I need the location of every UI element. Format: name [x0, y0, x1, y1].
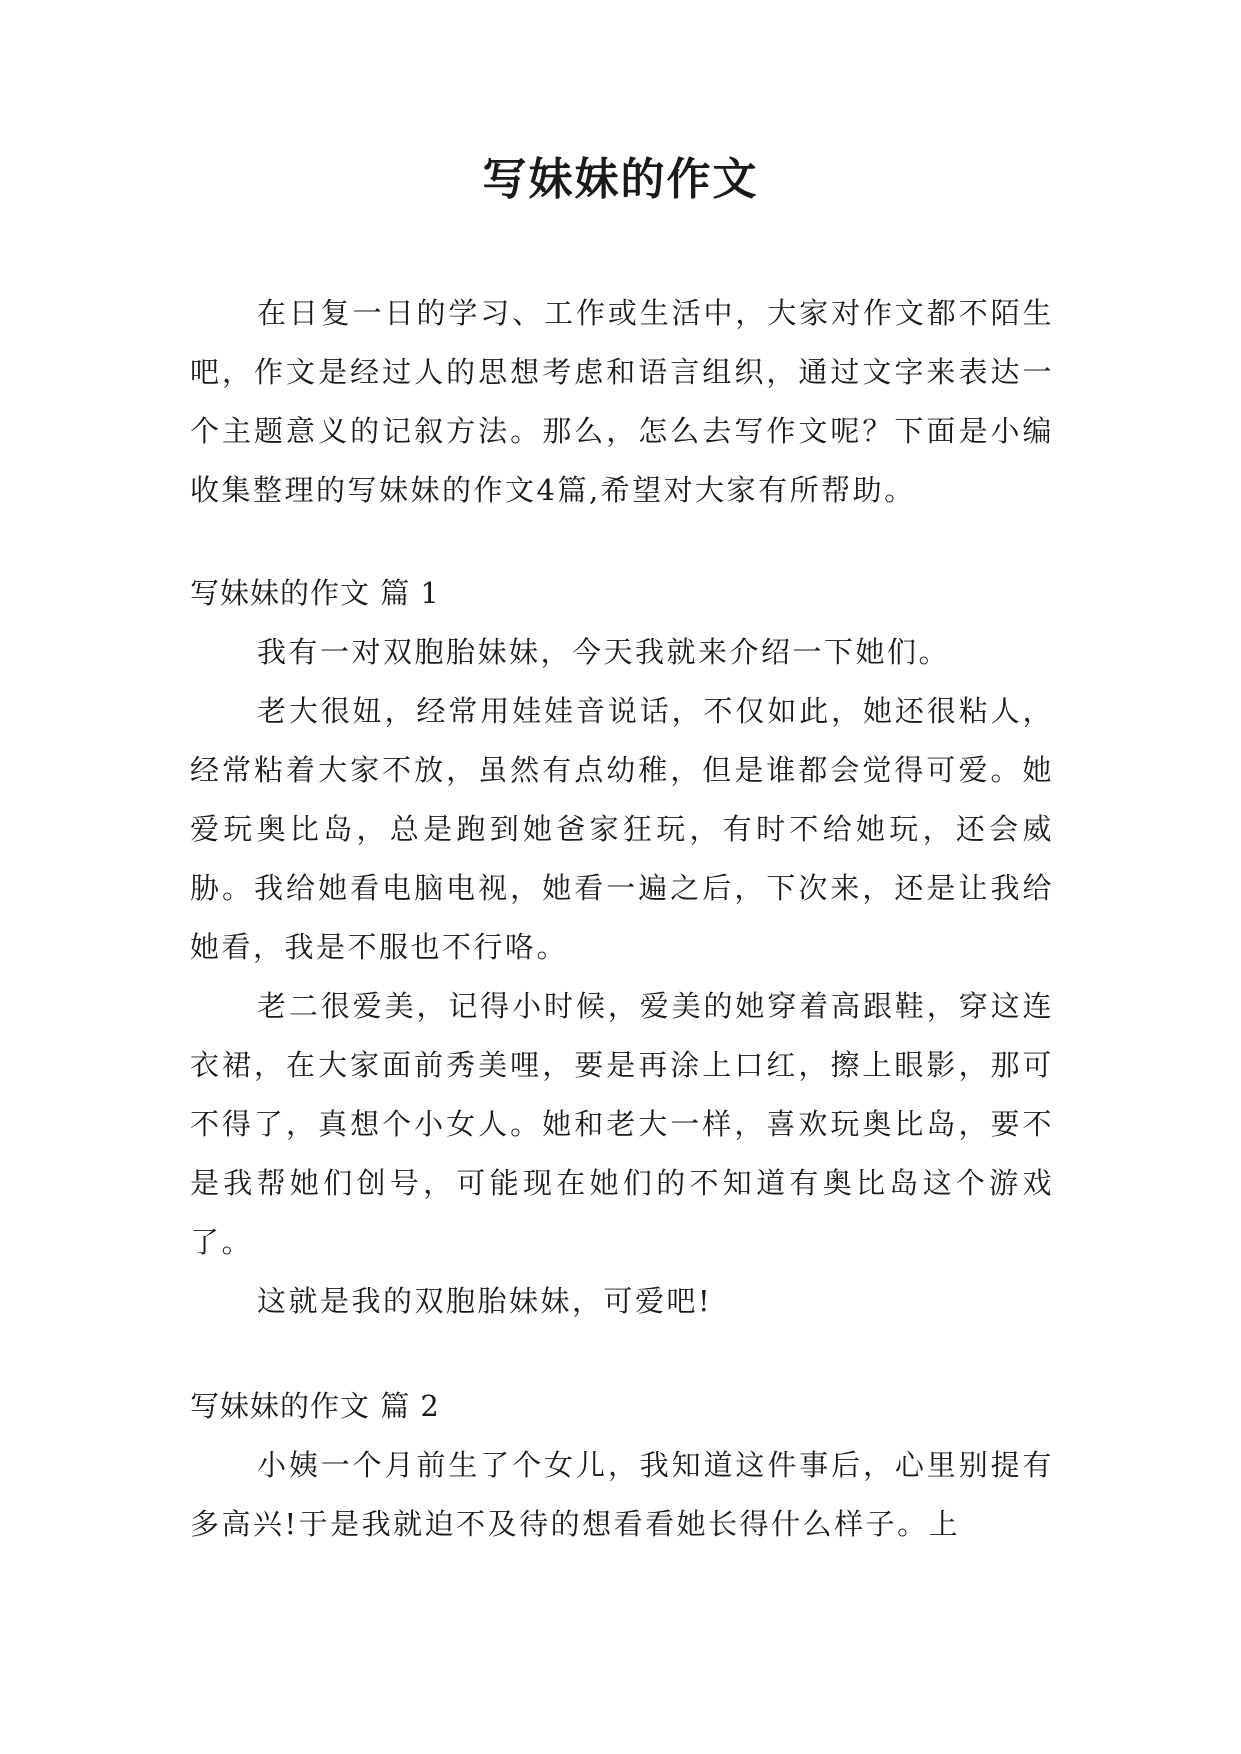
document-body — [190, 284, 1054, 1554]
spacer — [190, 1331, 1054, 1377]
document-title: 写妹妹的作文 — [482, 154, 759, 205]
body-paragraph: 老二很爱美，记得小时候，爱美的她穿着高跟鞋，穿这连衣裙，在大家面前秀美哩，要是再涂上口红，擦上眼影，那可不得了，真想个小女人。她和老大一样，喜欢玩奥比岛，要不是我帮她们创号，可能现在她们的不知道有奥比岛这个游戏了。 — [190, 989, 1054, 1259]
body-paragraph: 这就是我的双胞胎妹妹，可爱吧! — [257, 1284, 713, 1318]
section-heading: 写妹妹的作文 篇 1 — [190, 576, 440, 610]
body-paragraph: 小姨一个月前生了个女儿，我知道这件事后，心里别提有多高兴!于是我就迫不及待的想看看她长得什么样子。上 — [190, 1448, 1054, 1541]
essay-section-2 — [190, 1377, 1054, 1554]
spacer — [190, 520, 1054, 564]
section-heading: 写妹妹的作文 篇 2 — [190, 1389, 440, 1423]
body-paragraph: 老大很妞，经常用娃娃音说话，不仅如此，她还很粘人，经常粘着大家不放，虽然有点幼稚，但是谁都会觉得可爱。她爱玩奥比岛，总是跑到她爸家狂玩，有时不给她玩，还会威胁。我给她看电脑电视，她看一遍之后，下次来，还是让我给她看，我是不服也不行咯。 — [190, 694, 1054, 964]
essay-section-1 — [190, 564, 1054, 1331]
intro-paragraph: 在日复一日的学习、工作或生活中，大家对作文都不陌生吧，作文是经过人的思想考虑和语言组织，通过文字来表达一个主题意义的记叙方法。那么，怎么去写作文呢？下面是小编收集整理的写妹妹的作文4篇,希望对大家有所帮助。 — [190, 296, 1054, 507]
body-paragraph: 我有一对双胞胎妹妹，今天我就来介绍一下她们。 — [257, 635, 951, 669]
